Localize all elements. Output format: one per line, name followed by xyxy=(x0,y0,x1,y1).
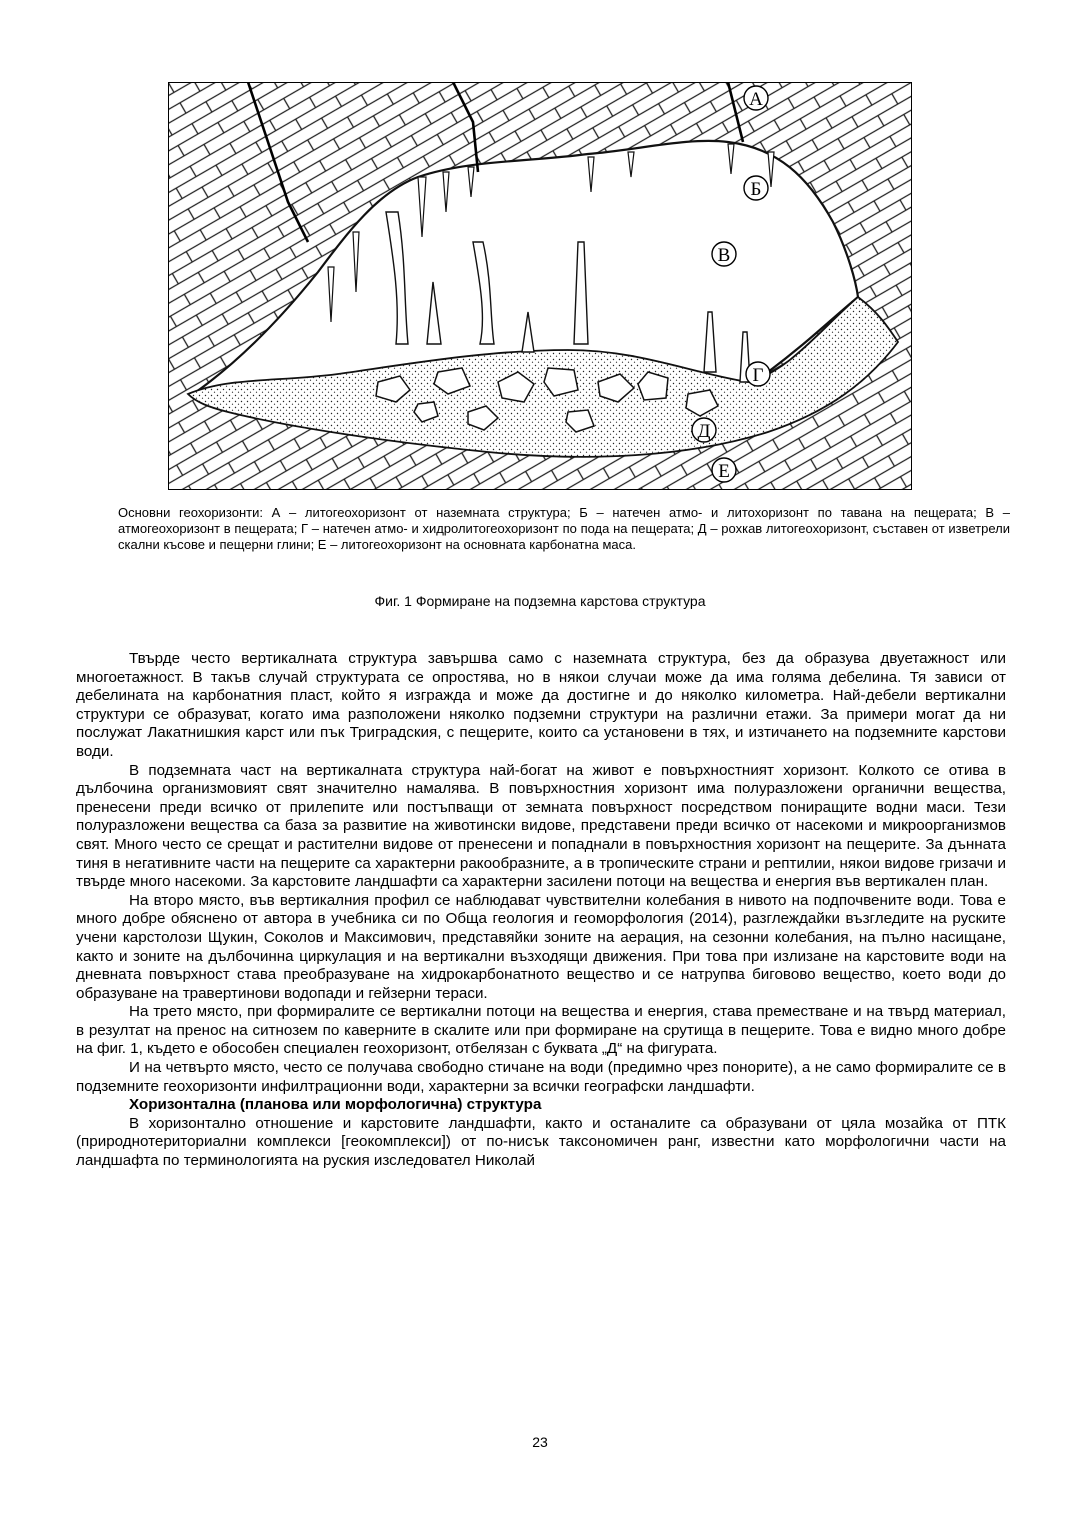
label-v: В xyxy=(717,245,731,266)
paragraph: Твърде често вертикалната структура завършва само с наземната структура, без да образува двуетажност или многоетажност. В такъв случай структурата се опростява, но в някои случаи може да има голяма дебелина. Тя зависи от дебелината на карбонатния пласт, който я изгражда и може да достигне и до няколко километра. Най-дебели вертикални структури се образуват, когато има разположени няколко подземни структури на различни етажи. За примери могат да ни послужат Лакатнишкия карст или пък Триградския, с пещерите, които са установени в тях, и изтичането на подземните карстови води. xyxy=(76,650,1006,760)
label-e: Е xyxy=(718,461,730,482)
label-b: Б xyxy=(750,179,762,200)
paragraph: В подземната част на вертикалната структура най-богат на живот е повърхностният хоризонт. Колкото се отива в дълбочина организмовият свят значително намалява. В повърхностния хоризонт има полуразложени органични вещества, пренесени преди всичко от прилепите или постъпващи от земната повърхност посредством пониращите водни маси. Тези полуразложени вещества са база за развитие на животински видове, представени преди всичко от насекоми и микроорганизмов свят. Много често се срещат и растителни видове от пренесени и попаднали в повърхностния хоризонт на пещерите. За дънната тиня в негативните части на пещерите са характерни ракообразните, а в тропическите страни и рептилии, някои видове гризачи и твърде много насекоми. За карстовите ландшафти са характерни засилени потоци на вещества и енергия във вертикален план. xyxy=(76,761,1006,891)
paragraph: На трето място, при формиралите се вертикални потоци на вещества и енергия, става преместване и на твърд материал, в резултат на пренос на ситнозем по каверните в скалите или при формиране на срутища в пещерите. Това е видно много добре на фиг. 1, където е обособен специален геохоризонт, отбелязан с буквата „Д“ на фигурата. xyxy=(76,1003,1006,1058)
label-g: Г xyxy=(752,365,764,386)
paragraph: На второ място, във вертикалния профил се наблюдават чувствителни колебания в нивото на подпочвените води. Това е много добре обяснено от автора в учебника си по Обща геология и геоморфология (2014), разглеждайки възгледите на руските учени карстолози Щукин, Соколов и Максимович, представяйки зоните на аерация, на сезонни колебания, на пълно насищане, както и зоните на дълбочинна циркулация и на вертикални възходящи движения. При това при излизане на карстовите води на дневната повърхност става преобразуване на хидрокарбонатното вещество и се натрупва биговово вещество, което води до образуване на травертинови водопади и гейзерни тераси. xyxy=(76,891,1006,1002)
page-number: 23 xyxy=(532,1434,548,1450)
body-text xyxy=(76,650,1006,1171)
label-d: Д xyxy=(697,421,711,442)
paragraph: В хоризонтално отношение и карстовите ландшафти, както и останалите са образувани от цяла мозайка от ПТК (природнотериториални комплекси [геокомплекси]) от по-нисък таксономичен ранг, известни като морфологични части на ландшафта по терминологията на руския изследовател Николай xyxy=(76,1114,1006,1170)
figure-caption: Основни геохоризонти: А – литогеохоризонт от наземната структура; Б – натечен атмо- и литохоризонт по тавана на пещерата; В – атмогеохоризонт в пещерата; Г – натечен атмо- и хидролитогеохоризонт по пода на пещерата; Д – рохкав литогеохоризонт, съставен от изветрели скални късове и пещерни глини; Е – литогеохоризонт на основната карбонатна маса. xyxy=(118,505,1010,552)
figure-title: Фиг. 1 Формиране на подземна карстова структура xyxy=(374,593,706,609)
paragraph: И на четвърто място, често се получава свободно стичане на води (предимно чрез понорите), а не само формиралите се в подземните геохоризонти инфилтрационни води, характерни за всички географски ландшафти. xyxy=(76,1059,1006,1095)
section-heading: Хоризонтална (планова или морфологична) структура xyxy=(129,1096,542,1114)
label-a: А xyxy=(749,89,763,110)
cave-diagram xyxy=(168,82,912,490)
